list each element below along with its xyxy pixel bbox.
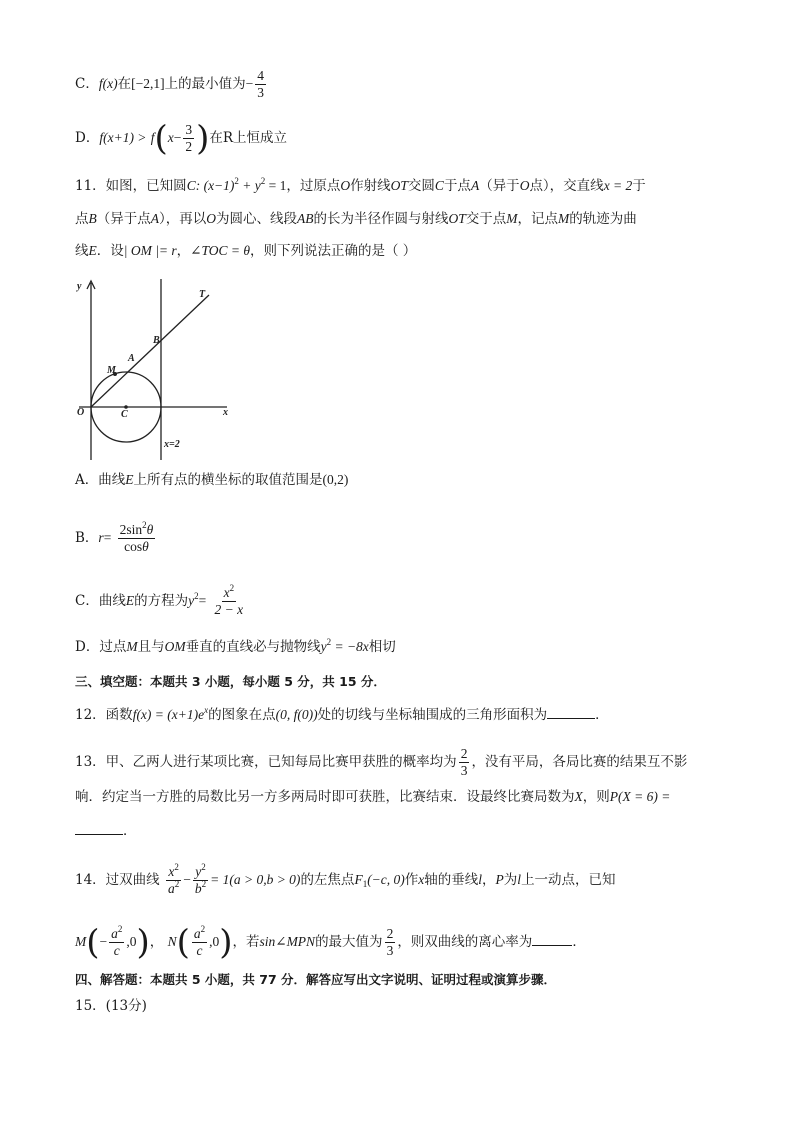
math: M <box>126 639 138 654</box>
math: − <box>99 934 108 949</box>
text: 且与 <box>137 639 165 655</box>
text: （异于点 <box>96 211 151 227</box>
math: M <box>558 211 570 226</box>
label-a: A <box>128 353 135 364</box>
text: 的最大值为 <box>315 934 383 950</box>
numerator <box>222 585 237 602</box>
section-4-heading: 四、解答题：本题共 5 小题，共 77 分．解答应写出文字说明、证明过程或演算步骤． <box>75 972 557 987</box>
fraction <box>193 864 208 897</box>
text: 12．函数 <box>75 707 133 723</box>
fraction <box>192 926 207 959</box>
text: 为 <box>503 872 518 888</box>
q11-line3 <box>75 241 416 261</box>
q12 <box>75 704 609 725</box>
q13-line2 <box>75 787 670 807</box>
denominator <box>166 881 181 897</box>
text: 的轨迹为曲 <box>569 211 637 227</box>
text: 于点 <box>443 178 471 194</box>
math: M <box>506 211 518 226</box>
label-x-equals-2: x=2 <box>164 439 180 450</box>
text: ． <box>572 934 586 950</box>
text: （异于 <box>479 178 520 194</box>
text: 垂直的直线必与抛物线 <box>185 639 321 655</box>
denominator: c <box>196 943 203 958</box>
math: sin∠MPN <box>259 934 316 949</box>
text: ，没有平局，各局比赛的结果互不影 <box>471 754 688 770</box>
q14-line1 <box>75 864 616 897</box>
math-exp: 2 <box>201 862 206 872</box>
math: r <box>98 530 104 545</box>
math: OT <box>448 211 466 226</box>
math: = <box>198 593 207 608</box>
math: x <box>223 585 230 600</box>
math-interval: [−2,1] <box>131 76 165 91</box>
denominator <box>122 539 151 555</box>
math-f: f <box>99 130 104 145</box>
denominator: c <box>113 943 120 958</box>
answer-blank[interactable] <box>547 704 595 719</box>
math: E <box>125 472 134 487</box>
math: OT <box>390 178 408 193</box>
math-exp: 2 <box>194 591 199 601</box>
math-exp: 2 <box>234 176 239 186</box>
text: ，则双曲线的离心率为 <box>397 934 533 950</box>
text: ，若 <box>232 934 260 950</box>
math-exp: 2 <box>229 583 235 593</box>
math: = 1 <box>265 178 287 193</box>
math-exp: x <box>204 705 209 715</box>
text: 上的最小值为 <box>164 76 246 92</box>
text: 的左焦点 <box>300 872 355 888</box>
text: 作 <box>404 872 419 888</box>
text: 上一动点，已知 <box>521 872 616 888</box>
text: ． <box>123 823 137 839</box>
math: x <box>418 872 425 887</box>
math: | OM |= r <box>123 243 177 258</box>
fraction <box>459 746 470 779</box>
math: B <box>88 211 97 226</box>
math: x = 2 <box>603 178 633 193</box>
text: ．设 <box>96 243 124 259</box>
label-o: O <box>77 407 85 418</box>
math-x: x <box>167 130 174 145</box>
math-f: f <box>98 76 103 91</box>
answer-blank[interactable] <box>532 931 572 946</box>
label-c: C <box>121 409 128 420</box>
math: ,0 <box>126 934 137 949</box>
q11-option-a <box>75 470 348 490</box>
q13-line3 <box>75 820 137 841</box>
math: − <box>183 872 191 887</box>
math: y <box>188 593 195 608</box>
math: C <box>186 178 196 193</box>
math: (0, f(0)) <box>275 707 318 722</box>
text: ， <box>149 934 164 950</box>
math: y <box>195 864 202 879</box>
math: a <box>193 926 201 941</box>
text: 作射线 <box>350 178 391 194</box>
text: 13．甲、乙两人进行某项比赛，已知每局比赛甲获胜的概率均为 <box>75 754 457 770</box>
numerator <box>192 926 207 943</box>
fraction <box>118 522 156 555</box>
math: : (x−1) <box>195 178 235 193</box>
math: (0,2) <box>322 472 349 487</box>
option-label: D． <box>75 130 100 146</box>
math: E <box>125 593 135 608</box>
q13-line1 <box>75 746 687 779</box>
math: cos <box>124 539 143 554</box>
math: l <box>517 872 522 887</box>
math: l <box>478 872 483 887</box>
fraction <box>213 585 246 618</box>
math-exp: 2 <box>174 879 180 889</box>
text: ），再以 <box>159 211 207 227</box>
math: x <box>168 864 175 879</box>
math: P(X = 6) = <box>609 789 671 804</box>
math: θ <box>146 522 154 537</box>
math: = −8x <box>331 639 369 654</box>
ray-ot <box>91 295 209 407</box>
math-exp: 2 <box>260 176 266 186</box>
text: 处的切线与坐标轴围成的三角形面积为 <box>317 707 548 723</box>
text: ，则下列说法正确的是（ ） <box>249 243 417 259</box>
text: ， <box>482 872 496 888</box>
text: 在 <box>117 76 132 92</box>
text: 点），交直线 <box>529 178 604 194</box>
label-y: y <box>77 281 82 292</box>
option-label: C． <box>75 76 99 92</box>
q15: 15．(13分) <box>75 998 147 1014</box>
math-f: f <box>150 130 155 145</box>
option-d: D．f(x+1) > f(x− $\frac{3}{2}$ )在R上恒成立 <box>75 118 288 159</box>
text: 相切 <box>368 639 396 655</box>
text: ， <box>176 243 191 259</box>
numerator: 2 <box>460 746 468 761</box>
text: 为圆心、线段 <box>216 211 297 227</box>
math: ∠TOC = θ <box>190 243 250 258</box>
text: 的方程为 <box>134 593 189 609</box>
label-b: B <box>153 335 160 346</box>
option-c <box>75 68 268 101</box>
text: 交圆 <box>407 178 435 194</box>
numerator: 3 <box>185 122 193 137</box>
text: 响．约定当一方胜的局数比另一方多两局时即可获胜，比赛结束．设最终比赛局数为 <box>75 789 575 805</box>
math-exp: 2 <box>117 924 123 934</box>
q11-option-c <box>75 585 247 618</box>
answer-blank[interactable] <box>75 820 123 835</box>
math-x: (x) <box>102 76 118 91</box>
math: A <box>470 178 480 193</box>
label-m: M <box>107 365 116 376</box>
text: 的图象在点 <box>208 707 276 723</box>
denominator: 3 <box>257 85 264 100</box>
text: 14．过双曲线 <box>75 872 160 888</box>
math-exp: 2 <box>142 520 147 530</box>
text: ． <box>595 707 609 723</box>
geometry-figure <box>65 275 235 460</box>
math: O <box>206 211 216 226</box>
math: O <box>519 178 530 193</box>
numerator: 4 <box>257 68 264 83</box>
math-exp: 2 <box>200 924 206 934</box>
math: a <box>111 926 118 941</box>
math-sub: 1 <box>362 879 368 889</box>
numerator <box>118 522 156 539</box>
q11-line1 <box>75 176 646 196</box>
numerator: 2 <box>386 926 394 941</box>
math: + y <box>238 178 261 193</box>
q11-option-b <box>75 522 157 555</box>
math: OM <box>164 639 186 654</box>
q11-line2 <box>75 209 637 229</box>
math-exp: 2 <box>326 637 332 647</box>
math-exp: 2 <box>174 862 179 872</box>
section-3-heading: 三、填空题：本题共 3 小题，每小题 5 分，共 15 分． <box>75 674 386 689</box>
math: f(x) = (x+1)e <box>132 707 205 722</box>
text: 交于点 <box>465 211 507 227</box>
denominator: 2 − x <box>214 602 244 617</box>
math: F <box>354 872 363 887</box>
text: 11．如图，已知圆 <box>75 178 187 194</box>
q14-line2: M(− $\frac{a^2}{c}$ ,0)， N( $\frac{a^2}{c}$ ,0)，若sin∠MPN的最大值为 $\frac{2}{3}$ ，则双曲线的离心率为 ． <box>75 922 586 963</box>
text: 上所有点的横坐标的取值范围是 <box>133 472 323 488</box>
numerator <box>109 926 124 943</box>
text: D．过点 <box>75 639 127 655</box>
denominator: 2 <box>185 139 193 154</box>
fraction <box>255 68 266 101</box>
fraction <box>109 926 124 959</box>
math: N <box>167 934 177 949</box>
text: 的长为半径作圆与射线 <box>313 211 449 227</box>
text: ，记点 <box>517 211 559 227</box>
math: (−c, 0) <box>367 872 405 887</box>
text: ，过原点 <box>286 178 341 194</box>
math: E <box>88 243 97 258</box>
q11-option-d <box>75 637 396 657</box>
text: 于 <box>632 178 646 194</box>
math: P <box>495 872 504 887</box>
math: = <box>103 530 112 545</box>
option-label: B． <box>75 530 99 546</box>
denominator: 3 <box>386 943 394 958</box>
math: 2sin <box>119 522 143 537</box>
text: 轴的垂线 <box>424 872 479 888</box>
math: θ <box>142 539 149 554</box>
math: = 1(a > 0,b > 0) <box>210 872 301 887</box>
math-minus: − <box>173 130 182 145</box>
text: 线 <box>75 243 89 259</box>
label-x: x <box>223 407 228 418</box>
math: y <box>320 639 327 654</box>
text: A．曲线 <box>75 472 126 488</box>
fraction <box>385 926 396 959</box>
math: X <box>574 789 583 804</box>
math: b <box>194 881 202 896</box>
fraction <box>166 864 181 897</box>
fraction <box>183 122 194 155</box>
math: M <box>75 934 87 949</box>
math: ,0 <box>209 934 220 949</box>
text: C．曲线 <box>75 593 126 609</box>
text: 点 <box>75 211 89 227</box>
math-arg: (x+1) > <box>103 130 147 145</box>
math-exp: 2 <box>201 879 207 889</box>
text: 在R上恒成立 <box>209 130 288 146</box>
denominator <box>193 881 208 897</box>
denominator: 3 <box>460 763 468 778</box>
math: O <box>340 178 351 193</box>
text: ，则 <box>582 789 610 805</box>
math: a <box>167 881 175 896</box>
math: C <box>434 178 444 193</box>
label-t: T <box>199 289 206 300</box>
math: A <box>150 211 159 226</box>
math: AB <box>297 211 314 226</box>
math-minus: − <box>245 76 254 91</box>
